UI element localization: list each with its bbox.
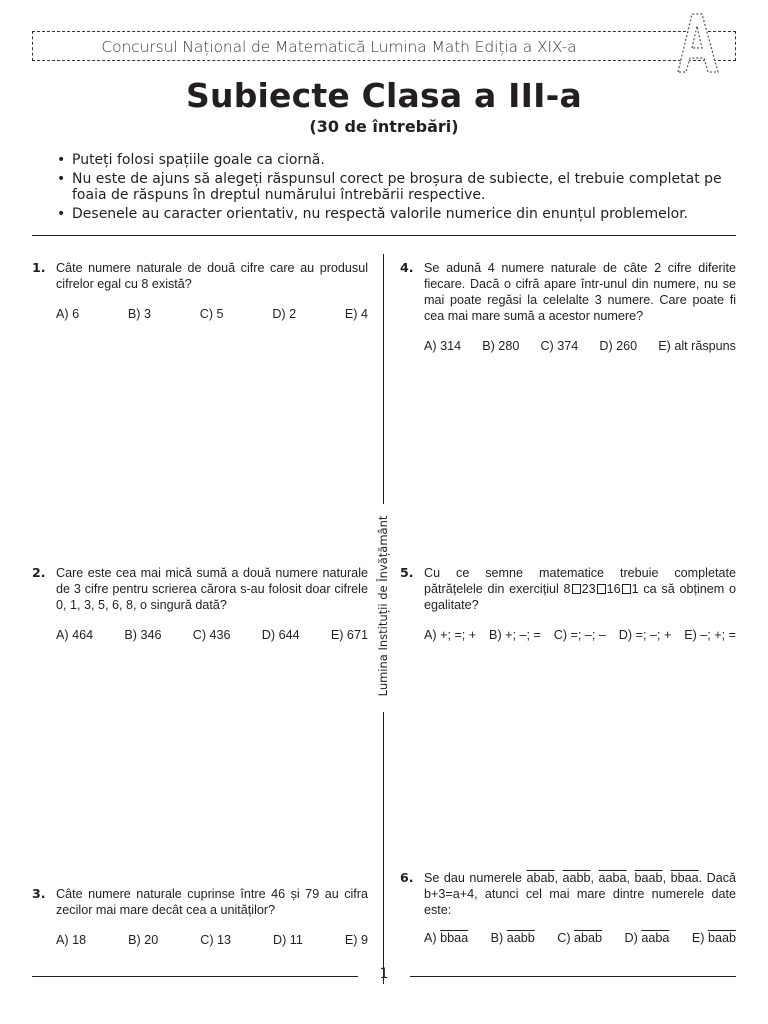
vertical-label: Lumina Instituții de Învățământ xyxy=(376,515,390,697)
instruction-text: Nu este de ajuns să alegeți răspunsul corect pe broșura de subiecte, el trebuie completat pe foaia de răspuns în dreptul numărului întrebării respective. xyxy=(72,171,722,203)
answer-option: B) 20 xyxy=(128,933,159,947)
answer-options xyxy=(424,930,736,946)
answer-letter: D) xyxy=(624,931,638,945)
page-number: 1 xyxy=(379,966,389,982)
answer-option: B) 346 xyxy=(124,628,162,642)
footer-rule-left xyxy=(32,976,358,977)
blank-square-icon xyxy=(597,584,606,594)
bullet: • xyxy=(57,206,66,222)
page-subtitle: (30 de întrebări) xyxy=(309,117,459,136)
answer-options xyxy=(56,627,368,643)
instruction-item xyxy=(56,206,736,222)
question-number: 2. xyxy=(32,565,46,580)
column-divider-top xyxy=(383,254,384,504)
answer-option xyxy=(424,930,468,946)
answer-value: baab xyxy=(707,931,736,945)
lumina-logo-icon xyxy=(660,8,730,78)
question-6 xyxy=(400,870,736,946)
question-text-part: ca să obținem o egalitate? xyxy=(424,582,737,612)
answer-options xyxy=(424,338,736,354)
question-2 xyxy=(32,565,368,643)
answer-option: C) 13 xyxy=(200,933,232,947)
instruction-item xyxy=(56,171,736,203)
answer-option: B) +; –; = xyxy=(489,628,541,642)
answer-option: E) alt răspuns xyxy=(658,339,736,353)
blank-square-icon xyxy=(622,584,631,594)
answer-option: C) 5 xyxy=(199,307,224,321)
instruction-text: Desenele au caracter orientativ, nu respectă valorile numerice din enunțul problemelor. xyxy=(72,206,689,222)
contest-banner xyxy=(32,31,736,61)
blank-square-icon xyxy=(572,584,581,594)
bullet: • xyxy=(57,152,66,168)
question-5 xyxy=(400,565,737,643)
question-text: Care este cea mai mică sumă a două numere naturale de 3 cifre pentru scrierea cărora s-au folosit doar cifrele 0, 1, 3, 5, 6, 8, o singură dată? xyxy=(56,566,368,612)
top-divider xyxy=(32,235,736,236)
question-text: Câte numere naturale cuprinse între 46 și 79 au cifra zecilor mai mare decât cea a unităților? xyxy=(56,887,368,917)
answer-letter: A) xyxy=(424,931,437,945)
instruction-text: Puteți folosi spațiile goale ca ciornă. xyxy=(72,152,325,168)
answer-option: C) 436 xyxy=(192,628,231,642)
answer-value: bbaa xyxy=(440,931,469,945)
question-3 xyxy=(32,886,368,948)
question-number: 1. xyxy=(32,260,46,275)
question-text: Se dau numerele abab, aabb, aaba, baab, bbaa. Dacă b+3=a+4, atunci cel mai mare dintre numerele date este: xyxy=(424,871,736,917)
page-title: Subiecte Clasa a III-a xyxy=(186,76,582,115)
answer-option: B) 280 xyxy=(482,339,520,353)
answer-options xyxy=(424,627,736,643)
question-number: 6. xyxy=(400,870,414,885)
question-number: 3. xyxy=(32,886,46,901)
answer-value: aabb xyxy=(506,931,535,945)
answer-option: E) 671 xyxy=(330,628,368,642)
overlined-number: aaba xyxy=(598,871,627,885)
contest-name: Concursul Național de Matematică Lumina Math Ediția a XIX-a xyxy=(101,38,577,56)
answer-letter: E) xyxy=(691,931,705,945)
question-text-part: Dacă b+3=a+4, atunci cel mai mare dintre numerele date este: xyxy=(424,871,736,917)
answer-option: B) 3 xyxy=(127,307,151,321)
answer-option xyxy=(625,930,670,946)
answer-option xyxy=(557,930,602,946)
question-text-part: Cu ce semne matematice trebuie completate pătrățelele din exercițiul 8 xyxy=(424,566,736,596)
overlined-number: bbaa xyxy=(670,871,699,885)
overlined-number: aabb xyxy=(562,871,591,885)
column-divider-bottom xyxy=(383,712,384,984)
expression-part: 1 xyxy=(631,582,639,596)
answer-option: D) 2 xyxy=(272,307,297,321)
answer-letter: C) xyxy=(557,931,571,945)
question-text: Câte numere naturale de două cifre care au produsul cifrelor egal cu 8 există? xyxy=(56,261,368,291)
question-text-part: Se dau numerele xyxy=(424,871,522,885)
answer-option: A) 18 xyxy=(56,933,87,947)
answer-option xyxy=(491,930,535,946)
question-text: Se adună 4 numere naturale de câte 2 cifre diferite fiecare. Dacă o cifră apare într-unul din numere, nu se mai poate regăsi la celelalte 3 numere. Care poate fi cea mai mare sumă a acestor numere? xyxy=(424,261,736,323)
answer-option: D) 11 xyxy=(273,933,303,947)
question-number: 5. xyxy=(400,565,414,580)
answer-option: A) +; =; + xyxy=(424,628,477,642)
bullet: • xyxy=(57,171,66,187)
answer-option: A) 314 xyxy=(424,339,462,353)
answer-option: D) 260 xyxy=(599,339,638,353)
instruction-item xyxy=(56,152,736,168)
overlined-number: abab xyxy=(526,871,555,885)
answer-option: D) 644 xyxy=(261,628,300,642)
answer-options xyxy=(56,306,368,322)
answer-value: abab xyxy=(574,931,603,945)
answer-option: D) =; –; + xyxy=(618,628,672,642)
answer-option: E) 4 xyxy=(344,307,368,321)
answer-option: E) –; +; = xyxy=(684,628,736,642)
answer-option: C) =; –; – xyxy=(553,628,606,642)
answer-letter: B) xyxy=(490,931,504,945)
answer-option xyxy=(692,930,736,946)
question-number: 4. xyxy=(400,260,414,275)
expression-part: 23 xyxy=(581,582,596,596)
answer-options xyxy=(56,932,368,948)
answer-option: A) 464 xyxy=(56,628,94,642)
footer-rule-right xyxy=(410,976,736,977)
answer-option: A) 6 xyxy=(56,307,80,321)
question-1 xyxy=(32,260,368,322)
expression-part: 16 xyxy=(606,582,621,596)
answer-option: E) 9 xyxy=(344,933,368,947)
overlined-number: baab xyxy=(634,871,663,885)
instructions-list xyxy=(56,152,736,225)
question-4 xyxy=(400,260,736,354)
answer-value: aaba xyxy=(641,931,670,945)
question-text xyxy=(424,565,736,613)
answer-option: C) 374 xyxy=(540,339,579,353)
